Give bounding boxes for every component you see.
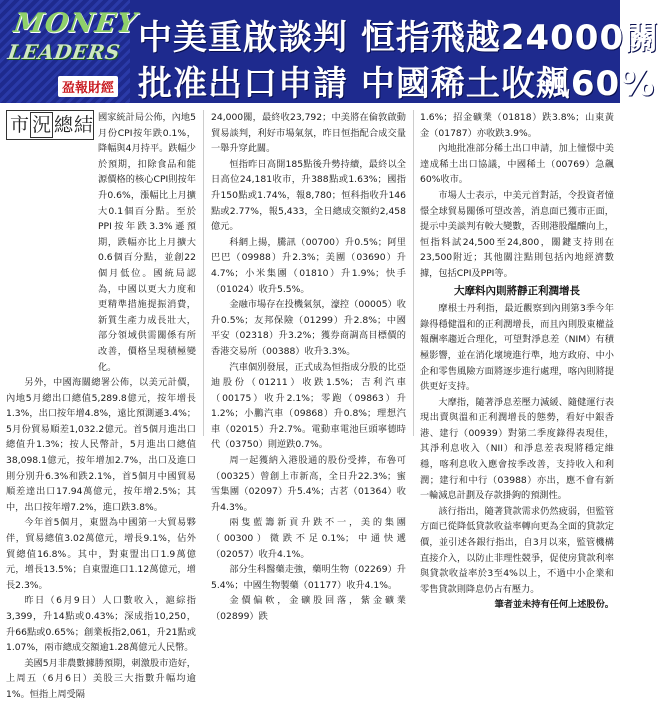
paragraph: 今年首5個月，東盟為中國第一大貿易夥伴，貿易總值3.02萬億元，增長9.1%，佔外貿總值16.8%。其中，對東盟出口1.9萬億元，增長13.5%；自東盟進口1.12萬億元，增長2.3%。 — [6, 517, 196, 591]
column-divider — [203, 110, 204, 436]
logo-text-money: MONEY — [11, 8, 140, 39]
paragraph: 兩隻藍籌新貢升跌不一，美的集團（00300）微跌不足0.1%；中通快遞（02057）收升4.1%。 — [211, 517, 406, 560]
paragraph: 昨日（6月9日）人口數收入，滬綜指3,399，升14點或0.43%；深成指10,250，升66點或0.65%；創業板指2,061，升21點或1.07%，兩市總成交額逾1.28萬億元人民幣。 — [6, 595, 196, 654]
headline-line-2: 批准出口申請 中國稀土收飆60% — [138, 64, 656, 104]
badge-char-3: 總 — [54, 114, 74, 136]
column-badge — [6, 110, 94, 140]
paragraph: 該行指出，隨著貸款需求仍然疲弱，但監管方面已從降低貸款收益率轉向更為全面的貸款定價，並引述各銀行指出，自3月以來，監管機構直接介入，以防止非理性競爭，促使房貸款利率與貸款收益率於3至4%以上，不過中小企業和零售貸款則降息仍占有壓力。 — [420, 505, 614, 595]
paragraph: 另外，中國海關總署公佈，以美元計價，內地5月總出口總值5,289.8億元，按年增長1.3%，出口按年增4.8%，遠比預測遜3.4%；5月份貿易順差1,032.2億元。首5個月進出口總值升1.3%；按人民幣計，5月進出口總值38,098.1億元，按年增加2.7%，出口及進口則分別升6.3%和跌2.1%，首5個月中國貿易順差達出口17.94萬億元，按年增2.5%；其中，出口按年增7.2%，進口跌3.8%。 — [6, 377, 196, 513]
section-subheading: 大摩料內則將靜正利潤增長 — [454, 284, 580, 297]
badge-char-2: 況 — [32, 114, 52, 136]
paragraph: 周一起獲納入港股通的股份受捧，布魯可（00325）曾創上市新高，全日升22.3%；蜜雪集團（02097）升5.4%；古茗（01364）收升4.3%。 — [211, 455, 406, 513]
column-divider — [413, 110, 414, 436]
paragraph: 金價偏軟，金礦股回落，紫金礦業（02899）跌 — [211, 595, 406, 622]
paragraph: 市場人士表示，中美元首對話，令投資者憧憬全球貿易關係可望改善，消息面已獲市正面，提示中美談判有較大變數，否則港股醞釀向上，恒指料試24,500至24,800，關鍵支持則在23,500附近；其他關注點則包括內地經濟數據，包括CPI及PPI等。 — [420, 189, 614, 279]
paragraph: 1.6%；招金礦業（01818）跌3.8%；山東黃金（01787）亦收跌3.9%。 — [420, 112, 614, 139]
headline-line-1: 中美重啟談判 恒指飛越24000關 — [138, 18, 659, 58]
paragraph: 部分生科醫藥走強，藥明生物（02269）升5.4%；中國生物製藥（01177）收升4.1%。 — [211, 564, 406, 591]
money-leaders-logo — [6, 6, 140, 98]
paragraph: 恒指昨日高開185點後升勢持續，最終以全日高位24,181收市，升388點或1.63%；國指升150點或1.74%，報8,780；恒科指收升146點或2.77%，報5,433，全日總成交額約2,458億元。 — [211, 158, 406, 233]
masthead-banner — [0, 0, 659, 104]
disclaimer-signoff: 筆者並未持有任何上述股份。 — [494, 599, 614, 611]
paragraph: 汽車個別發展，正式成為恒指成分股的比亞迪股份（01211）收跌1.5%；吉利汽車（00175）收升2.1%；零跑（09863）升1.2%；小鵬汽車（09868）升0.8%；理想汽車（02015）升2.7%。電動車電池巨頭寧德時代（03750）則逆跌0.7%。 — [211, 361, 406, 451]
paragraph: 內地批准部分稀土出口申請，加上憧憬中美達成稀土出口協議，中國稀土（00769）急飆60%收市。 — [420, 143, 614, 186]
paragraph: 24,000關，最終收23,792；中美將在倫敦啟動貿易談判，利好市場氣氛，昨日恒指配合成交量一舉升穿此關。 — [211, 112, 406, 155]
badge-char-4: 結 — [74, 114, 94, 136]
paragraph: 國家統計局公佈，內地5月份CPI按年跌0.1%，降幅與4月持平。跌幅少於預期，扣除食品和能源價格的核心CPI則按年升0.6%，漲幅比上月擴大0.1個百分點。至於PPI按年跌3.3%遜預期，跌幅亦比上月擴大0.6個百分點，並創22個月低位。國統局認為，中國以更大力度和更精準措施提振消費，新質生產力成長壯大，部分領域供需關係有所改善，價格呈現積極變化。 — [98, 112, 196, 373]
paragraph: 大摩指，隨著淨息差壓力減緩、隨健運行表現出賣與溫和正利潤增長的態勢，看好中銀香港、建行（00939）對第二季度錄得表現佳，其淨利息收入（NII）和淨息差表現將穩定維穩，喀利息收入應會按季改善，支持收入和利潤；建行和中行（03988）亦出，應不會有新一輪減息計劃及存款掛鉤的預測性。 — [420, 396, 614, 502]
article-column-2 — [211, 110, 406, 622]
article-column-3 — [420, 110, 614, 611]
logo-brand-label: 盈報財經 — [58, 76, 118, 97]
paragraph: 摩根士丹利指，最近觀察到內則第3季今年錄得穩健溫和的正利潤增長，而且內則股東權益報酬率趨近合理化，可望對淨息差（NIM）有積極影響，並在消化壞境進行準，地方政府、中小企和零售風險方面將逐步進行處理，喀內則將提供更好支持。 — [420, 303, 614, 393]
paragraph: 金融市場存在投機氣氛，濠控（00005）收升0.5%；友邦保險（01299）升2.8%；中國平安（02318）升3.2%；獲券商調高目標價的香港交易所（00388）收升3.3%。 — [211, 299, 406, 357]
logo-text-leaders: LEADERS — [6, 40, 122, 64]
article-column-1 — [6, 110, 196, 700]
paragraph: 科網上揚，騰訊（00700）升0.5%；阿里巴巴（09988）升2.3%；美團（03690）升4.7%；小米集團（01810）升1.9%；快手（01024）收升5.5%。 — [211, 236, 406, 295]
badge-char-1: 市 — [10, 114, 30, 136]
paragraph: 美國5月非農數據勝預期，刺激股市造好，上周五（6月6日）美股三大指數升幅均逾1%。恒指上周受隔 — [6, 657, 196, 700]
